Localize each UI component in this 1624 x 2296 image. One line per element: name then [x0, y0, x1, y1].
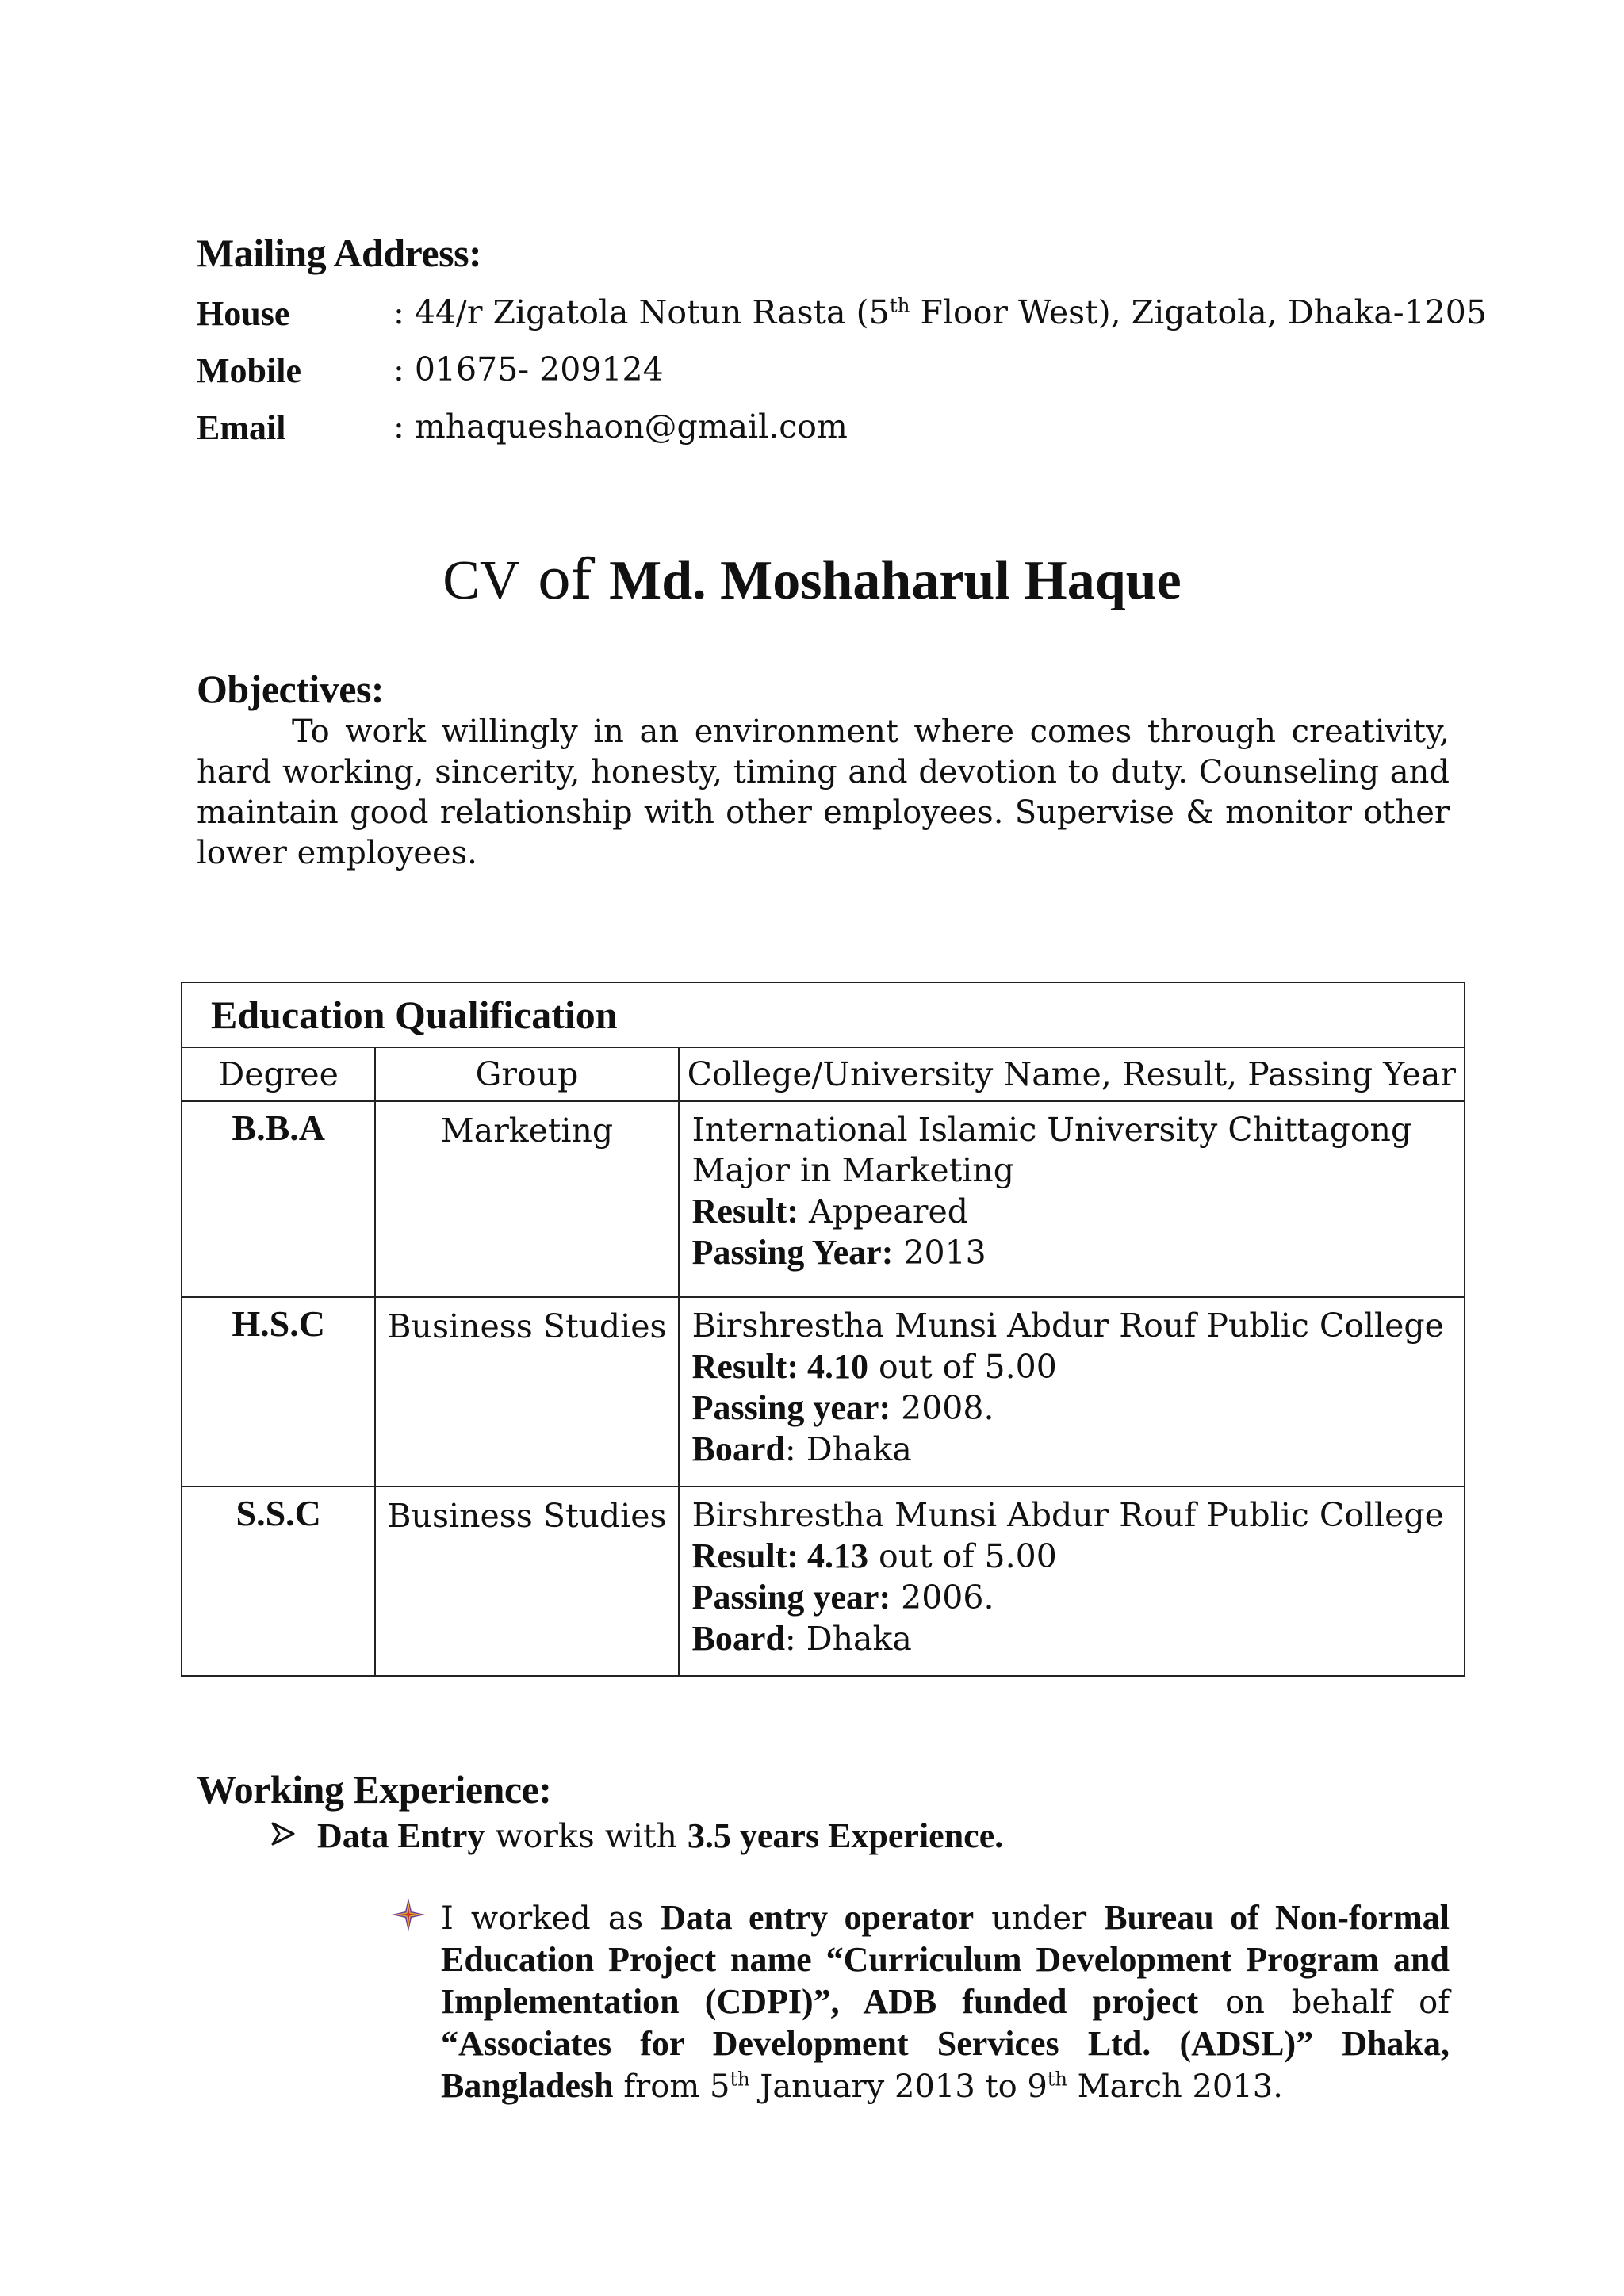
cv-title-prefix: CV	[442, 550, 520, 611]
result: Result: 4.10 out of 5.00	[691, 1347, 1057, 1386]
house-label: House	[197, 294, 290, 333]
cv-title	[0, 547, 1624, 613]
institution-name: International Islamic University Chittagong	[691, 1111, 1412, 1149]
email-value: : mhaqueshaon@gmail.com	[393, 408, 848, 446]
group-cell: Marketing	[375, 1101, 678, 1297]
mobile-row	[197, 350, 1450, 408]
result: Result: 4.13 out of 5.00	[691, 1536, 1057, 1575]
passing-year: Passing year: 2008.	[691, 1388, 994, 1427]
group-cell: Business Studies	[375, 1297, 678, 1487]
passing-year: Passing Year: 2013	[691, 1233, 986, 1272]
column-header-group: Group	[375, 1047, 678, 1101]
mailing-address-heading: Mailing Address:	[197, 231, 482, 275]
details-cell	[679, 1101, 1465, 1297]
job-description: I worked as Data entry operator under Bureau of Non-formal Education Project name “Curriculum Development Program and Implementation (CDPI)”, ADB funded project on behalf of “Associates for Development Services Ltd. (ADSL)” Dhaka, Bangladesh from 5th January 2013 to 9th March 2013.	[441, 1898, 1450, 2105]
major: Major in Marketing	[691, 1151, 1014, 1189]
degree-cell: H.S.C	[182, 1297, 375, 1487]
institution-name: Birshrestha Munsi Abdur Rouf Public College	[691, 1496, 1444, 1534]
experience-bullet: Data Entry works with 3.5 years Experience.	[270, 1816, 1003, 1856]
mobile-label: Mobile	[197, 351, 301, 390]
email-label: Email	[197, 408, 286, 447]
board: Board: Dhaka	[691, 1429, 912, 1468]
column-header-degree: Degree	[182, 1047, 375, 1101]
column-header-institution: College/University Name, Result, Passing Year	[679, 1047, 1465, 1101]
details-cell	[679, 1297, 1465, 1487]
cv-title-of: of	[519, 547, 610, 612]
details-cell	[679, 1487, 1465, 1676]
table-row	[182, 1101, 1465, 1297]
house-row	[197, 293, 1487, 350]
board: Board: Dhaka	[691, 1619, 912, 1658]
house-value: : 44/r Zigatola Notun Rasta (5th Floor West), Zigatola, Dhaka-1205	[393, 293, 1487, 331]
education-caption: Education Qualification	[182, 982, 1465, 1047]
result: Result: Appeared	[691, 1192, 968, 1230]
objectives-heading: Objectives:	[197, 667, 385, 711]
degree-cell: S.S.C	[182, 1487, 375, 1676]
degree-cell: B.B.A	[182, 1101, 375, 1297]
mobile-value: : 01675- 209124	[393, 350, 664, 388]
table-row	[182, 1487, 1465, 1676]
objectives-text: To work willingly in an environment where comes through creativity, hard working, sincerity, honesty, timing and devotion to duty. Counseling and maintain good relationship with other employees. Supervise & monitor other lower employees.	[197, 714, 1450, 871]
group-cell: Business Studies	[375, 1487, 678, 1676]
education-table	[181, 982, 1465, 1677]
cv-title-name: Md. Moshaharul Haque	[609, 550, 1182, 611]
arrow-bullet-icon	[270, 1817, 317, 1855]
working-experience-heading: Working Experience:	[197, 1767, 552, 1812]
email-row	[197, 408, 1450, 465]
four-point-star-bullet-icon	[390, 1896, 427, 1933]
passing-year: Passing year: 2006.	[691, 1578, 994, 1617]
table-row	[182, 1297, 1465, 1487]
institution-name: Birshrestha Munsi Abdur Rouf Public College	[691, 1307, 1444, 1345]
